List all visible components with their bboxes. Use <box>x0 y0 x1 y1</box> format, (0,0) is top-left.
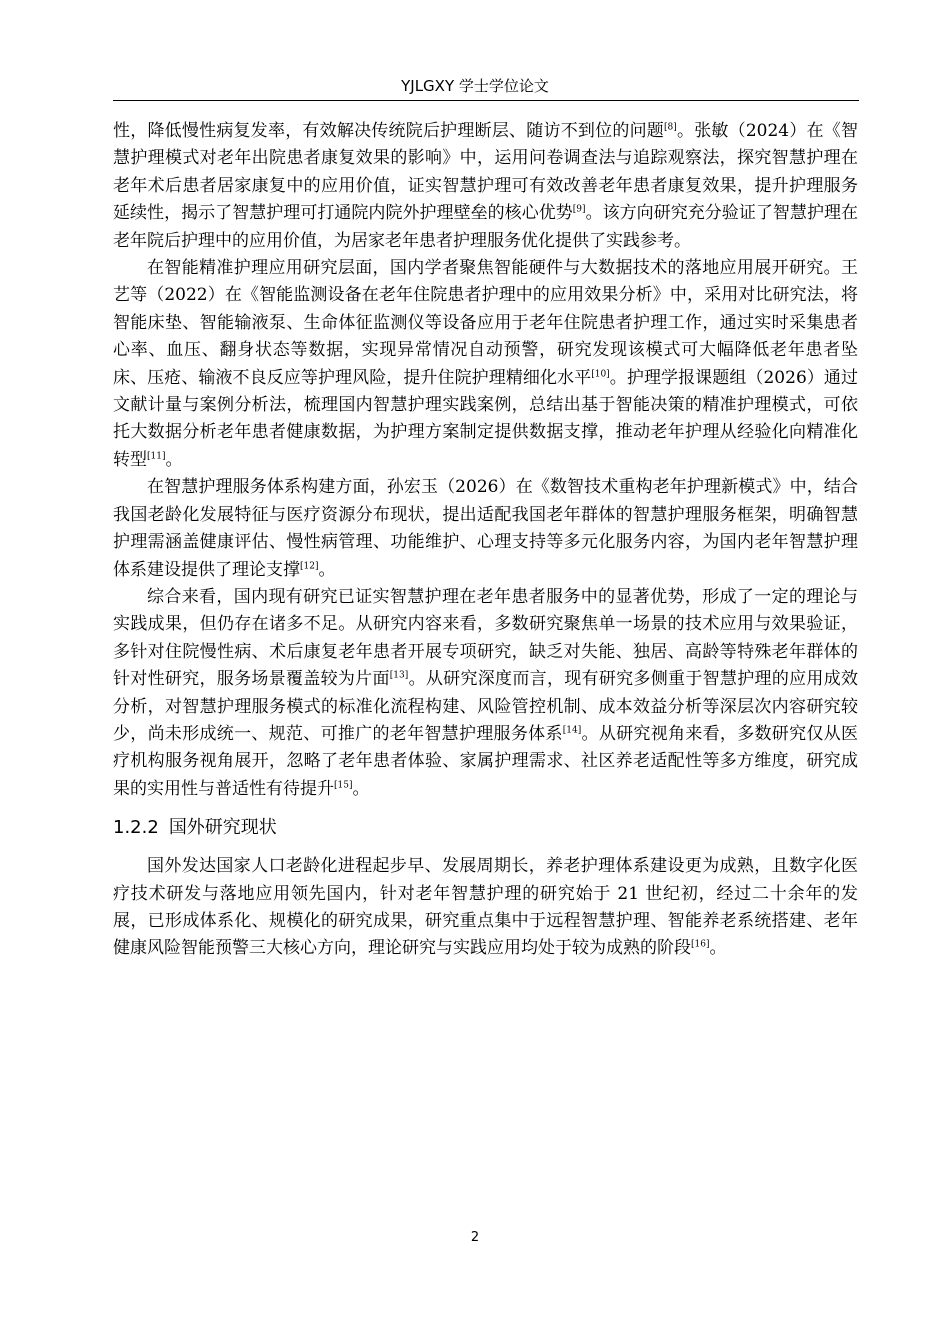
page-number: 2 <box>470 1230 480 1245</box>
citation-marker: [16] <box>691 939 710 950</box>
text-run: 。从研究深度而言，现有研究多侧重于智慧护理的应用成效分析，对智慧护理服务模式的标准化流程构建、风险管控机制、成本效益分析等深层次内容研究较少，尚未形成统一、规范、可推广的老年智慧护理服务体系 <box>113 669 859 744</box>
citation-marker: [12] <box>300 560 319 571</box>
text-run: 在智慧护理服务体系构建方面，孙宏玉（2026）在《数智技术重构老年护理新模式》中，结合我国老龄化发展特征与医疗资源分布现状，提出适配我国老年群体的智慧护理服务框架，明确智慧护理需涵盖健康评估、慢性病管理、功能维护、心理支持等多元化服务内容，为国内老年智慧护理体系建设提供了理论支撑 <box>113 477 858 580</box>
body-text <box>113 118 858 963</box>
paragraph <box>113 853 858 963</box>
text-run: 。护理学报课题组（2026）通过文献计量与案例分析法，梳理国内智慧护理实践案例，总结出基于智能决策的精准护理模式，可依托大数据分析老年患者健康数据，为护理方案制定提供数据支撑，推动老年护理从经验化向精准化转型 <box>113 367 858 470</box>
paragraph-group <box>113 853 858 963</box>
citation-marker: [11] <box>147 451 166 462</box>
section-heading <box>113 815 858 841</box>
citation-marker: [10] <box>591 369 610 379</box>
header-rule <box>113 100 859 101</box>
paragraph-group <box>113 118 858 803</box>
paragraph <box>113 255 858 474</box>
text-run: 。 <box>352 778 370 799</box>
citation-marker: [9] <box>572 204 586 215</box>
text-run: 。 <box>165 449 183 470</box>
text-run: 。从研究视角来看，多数研究仅从医疗机构服务视角展开，忽略了老年患者体验、家属护理需求、社区养老适配性等多方维度，研究成果的实用性与普适性有待提升 <box>113 723 859 799</box>
paragraph <box>113 584 858 803</box>
citation-marker: [15] <box>334 780 353 791</box>
text-run: 性，降低慢性病复发率，有效解决传统院后护理断层、随访不到位的问题 <box>113 121 665 141</box>
paragraph <box>113 474 858 584</box>
text-run: 。张敏（2024）在《智慧护理模式对老年出院患者康复效果的影响》中，运用问卷调查法与追踪观察法，探究智慧护理在老年术后患者居家康复中的应用价值，证实智慧护理可有效改善老年患者康复效果，提升护理服务延续性，揭示了智慧护理可打通院内院外护理壁垒的核心优势 <box>113 121 859 224</box>
text-run: 综合来看，国内现有研究已证实智慧护理在老年患者服务中的显著优势，形成了一定的理论与实践成果，但仍存在诸多不足。从研究内容来看，多数研究聚焦单一场景的技术应用与效果验证，多针对住院慢性病、术后康复老年患者开展专项研究，缺乏对失能、独居、高龄等特殊老年群体的针对性研究，服务场景覆盖较为片面 <box>113 586 858 690</box>
text-run: 在智能精准护理应用研究层面，国内学者聚焦智能硬件与大数据技术的落地应用展开研究。王艺等（2022）在《智能监测设备在老年住院患者护理中的应用效果分析》中，采用对比研究法，将智能床垫、智能输液泵、生命体征监测仪等设备应用于老年住院患者护理工作，通过实时采集患者心率、血压、翻身状态等数据，实现异常情况自动预警，研究发现该模式可大幅降低老年患者坠床、压疮、输液不良反应等护理风险，提升住院护理精细化水平 <box>113 258 858 388</box>
citation-marker: [14] <box>562 725 582 736</box>
text-run: 。 <box>318 559 336 580</box>
text-run: 。 <box>709 938 727 959</box>
section-title: 国外研究现状 <box>168 817 277 839</box>
text-run: 国外发达国家人口老龄化进程起步早、发展周期长，养老护理体系建设更为成熟，且数字化医疗技术研发与落地应用领先国内，针对老年智慧护理的研究始于 21 世纪初，经过二十余年的发展，已形成体系化、规模化的研究成果，研究重点集中于远程智慧护理、智能养老系统搭建、老年健康风险智能预警三大核心方向，理论研究与实践应用均处于较为成熟的阶段 <box>113 856 858 959</box>
running-header: YJLGXY 学士学位论文 <box>401 77 549 95</box>
citation-marker: [13] <box>389 670 409 681</box>
citation-marker: [8] <box>664 122 677 133</box>
paragraph <box>113 118 858 255</box>
section-number: 1.2.2 <box>113 817 159 839</box>
text-run: 。该方向研究充分验证了智慧护理在老年院后护理中的应用价值，为居家老年患者护理服务优化提供了实践参考。 <box>113 203 859 251</box>
